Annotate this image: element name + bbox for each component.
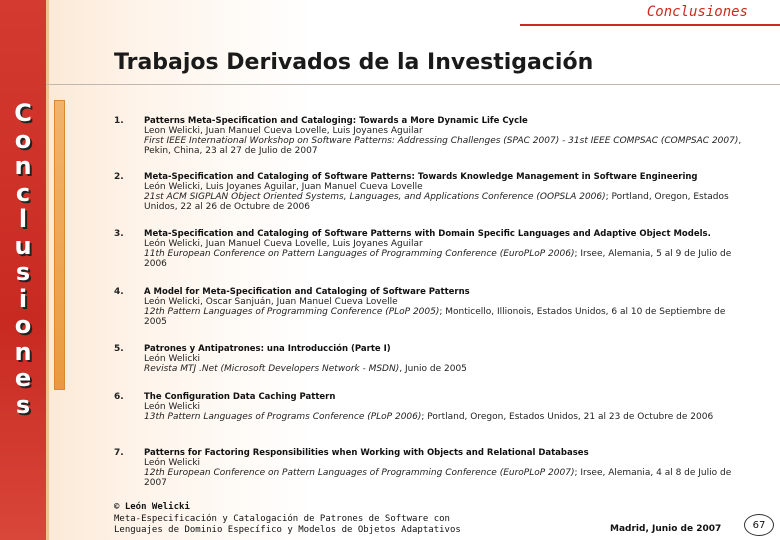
item-number: 4. <box>114 287 124 297</box>
section-label: Conclusiones <box>646 4 748 20</box>
decorative-orange-bar <box>54 100 65 390</box>
item-venue: First IEEE International Workshop on Software Patterns: Addressing Challenges (SPAC 2007) - 31st IEEE COMPSAC (COMPSAC 2007), Pekin, China, 23 al 27 de Julio de 2007 <box>144 136 742 156</box>
item-venue: 12th European Conference on Pattern Languages of Programming Conference (EuroPLoP 2007); Irsee, Alemania, 4 al 8 de Julio de 2007 <box>144 468 732 488</box>
item-venue: 11th European Conference on Pattern Languages of Programming Conference (EuroPLoP 2006); Irsee, Alemania, 5 al 9 de Julio de 2006 <box>144 249 732 269</box>
footer-thesis-line-1: Meta-Especificación y Catalogación de Patrones de Software con <box>114 513 450 524</box>
item-venue: 13th Pattern Languages of Programs Conference (PLoP 2006); Portland, Oregon, Estados Unidos, 21 al 23 de Octubre de 2006 <box>144 412 714 422</box>
item-venue: 12th Pattern Languages of Programming Conference (PLoP 2005); Monticello, Illionois, Estados Unidos, 6 al 10 de Septiembre de 2005 <box>144 307 726 327</box>
item-authors: León Welicki <box>144 458 201 468</box>
item-authors: León Welicki <box>144 402 201 412</box>
side-letter: o <box>14 125 32 154</box>
item-venue: Revista MTJ .Net (Microsoft Developers Network - MSDN), Junio de 2005 <box>144 364 467 374</box>
side-letter: e <box>14 364 32 392</box>
copyright: © León Welicki <box>114 502 190 512</box>
item-number: 3. <box>114 229 124 239</box>
side-letter: l <box>18 205 28 233</box>
left-stripe <box>46 0 49 540</box>
item-number: 6. <box>114 392 124 402</box>
item-authors: León Welicki, Juan Manuel Cueva Lovelle, Luis Joyanes Aguilar <box>144 239 423 249</box>
item-title: Patterns Meta-Specification and Cataloging: Towards a More Dynamic Life Cycle <box>144 116 528 126</box>
side-letter: c <box>15 178 31 207</box>
page-number: 67 <box>744 514 774 536</box>
item-number: 1. <box>114 116 124 126</box>
item-number: 5. <box>114 344 124 354</box>
title-divider <box>46 84 780 85</box>
item-number: 7. <box>114 448 124 458</box>
vertical-section-title <box>8 100 38 418</box>
item-title: Meta-Specification and Cataloging of Software Patterns: Towards Knowledge Management in Software Engineering <box>144 172 698 182</box>
item-authors: León Welicki <box>144 354 201 364</box>
side-letter: C <box>14 99 32 127</box>
side-letter: i <box>18 284 28 313</box>
item-title: Patrones y Antipatrones: una Introducción (Parte I) <box>144 344 391 354</box>
side-letter: n <box>14 337 32 366</box>
item-title: Meta-Specification and Cataloging of Software Patterns with Domain Specific Languages and Adaptive Object Models. <box>144 229 711 239</box>
item-title: A Model for Meta-Specification and Cataloging of Software Patterns <box>144 287 470 297</box>
item-number: 2. <box>114 172 124 182</box>
item-authors: León Welicki, Luis Joyanes Aguilar, Juan Manuel Cueva Lovelle <box>144 182 423 192</box>
item-venue: 21st ACM SIGPLAN Object Oriented Systems, Languages, and Applications Conference (OOPSLA 2006); Portland, Oregon, Estados Unidos, 22 al 26 de Octubre de 2006 <box>144 192 729 212</box>
side-letter: s <box>15 258 31 286</box>
header-divider <box>520 24 780 26</box>
footer-date: Madrid, Junio de 2007 <box>610 524 722 534</box>
item-authors: Leon Welicki, Juan Manuel Cueva Lovelle, Luis Joyanes Aguilar <box>144 126 423 136</box>
side-letter: o <box>14 311 32 339</box>
side-letter: s <box>15 390 31 419</box>
page-title: Trabajos Derivados de la Investigación <box>114 50 594 75</box>
side-letter: n <box>14 152 32 180</box>
side-letter: u <box>14 231 32 260</box>
footer-thesis-line-2: Lenguajes de Dominio Específico y Modelos de Objetos Adaptativos <box>114 525 461 535</box>
item-title: The Configuration Data Caching Pattern <box>144 392 336 402</box>
item-authors: León Welicki, Oscar Sanjuán, Juan Manuel Cueva Lovelle <box>144 297 398 307</box>
footer-credits <box>114 502 461 537</box>
item-title: Patterns for Factoring Responsibilities when Working with Objects and Relational Databases <box>144 448 589 458</box>
